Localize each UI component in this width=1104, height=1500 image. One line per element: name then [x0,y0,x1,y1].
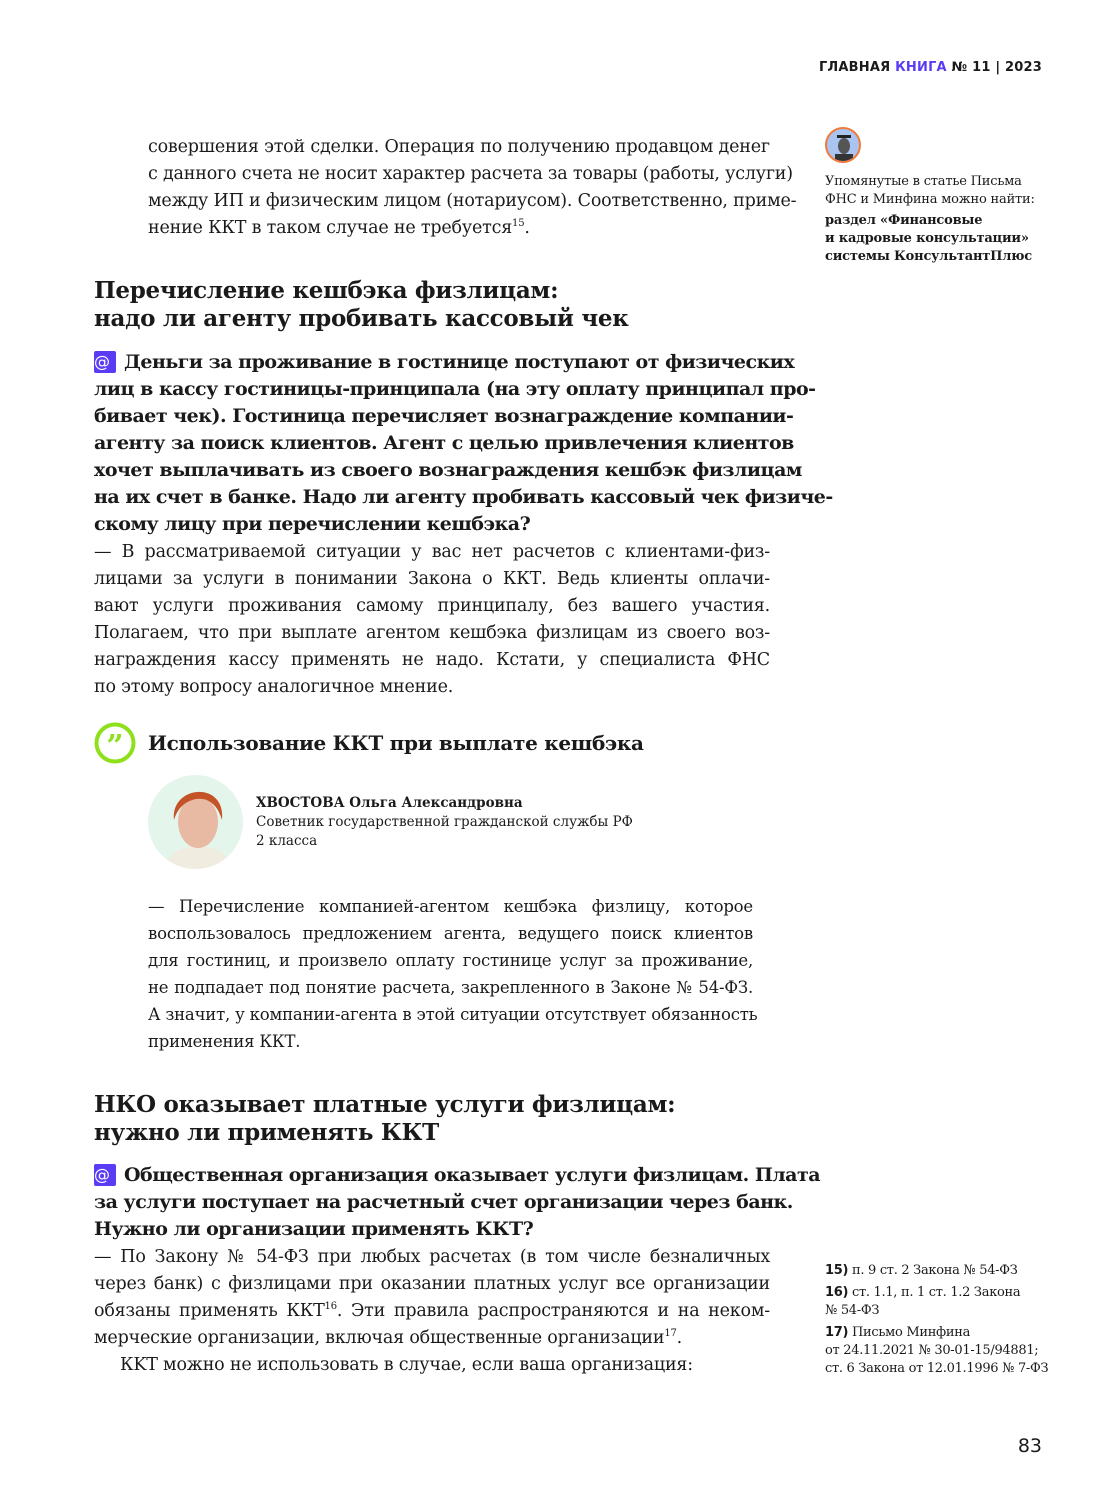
line-text: совершения этой сделки. Операция по получению продавцом денег [148,137,770,157]
text-line [94,1216,770,1243]
question-at-icon: @ [94,1164,116,1186]
quote-icon [94,722,136,764]
footnote-ref[interactable]: 17 [664,1328,677,1339]
footnotes [825,1262,1055,1382]
header-issue: № 11 | 2023 [951,60,1042,75]
header-title: ГЛАВНАЯ [818,60,891,75]
line-text: Деньги за проживание в гостинице поступают от физических [124,351,795,373]
line-text: лицами за услуги в понимании Закона о ККТ. Ведь клиенты оплачи- [94,569,770,589]
text-line [148,920,753,947]
text-line [94,1298,770,1325]
line-text: за услуги поступает на расчетный счет организации через банк. [94,1191,793,1213]
line-text: . [524,218,530,238]
footnote-text: ст. 6 Закона от 12.01.1996 № 7-ФЗ [825,1361,1049,1376]
line-text: воспользовалось предложением агента, ведущего поиск клиентов [148,924,753,943]
section1-question [94,349,833,538]
text-line [148,188,797,215]
svg-text:”: ” [106,729,124,764]
line-text: на их счет в банке. Надо ли агенту пробивать кассовый чек физиче- [94,486,833,508]
text-line [148,893,753,920]
footnote-text: № 54-ФЗ [825,1303,880,1318]
text-line [94,1119,694,1147]
footnote-line [825,1360,1055,1378]
section2-heading [94,1091,694,1147]
footnote [825,1262,1055,1280]
text-line [94,305,654,333]
line-text: с данного счета не носит характер расчета за товары (работы, услуги) [148,164,793,184]
footnote-line [825,1284,1055,1302]
section2-question [94,1162,821,1243]
expert-name: ХВОСТОВА Ольга Александровна [256,795,523,811]
text-line [148,947,753,974]
footnote-text: ст. 1.1, п. 1 ст. 1.2 Закона [851,1285,1021,1300]
line-text: лиц в кассу гостиницы-принципала (на эту оплату принципал про- [94,378,816,400]
section1-heading [94,277,654,333]
line-text: — По Закону № 54-ФЗ при любых расчетах (в том числе безналичных [94,1247,770,1267]
text-line [94,430,794,457]
text-line [148,1028,753,1055]
expert-position-class: 2 класса [256,833,318,849]
line-text: награждения кассу применять не надо. Кстати, у специалиста ФНС [94,650,770,670]
text-line [94,484,833,511]
text-line [94,539,770,566]
line-text: — Перечисление компанией-агентом кешбэка физлицу, которое [148,897,753,916]
quote-title: Использование ККТ при выплате кешбэка [148,731,644,755]
magazine-header [819,60,1042,75]
text-line [94,1162,821,1189]
text-line [94,1189,793,1216]
line-text: между ИП и физическим лицом (нотариусом). Соответственно, приме- [148,191,797,211]
line-text: — В рассматриваемой ситуации у вас нет расчетов с клиентами-физ- [94,542,770,562]
text-line [94,647,770,674]
text-line [148,974,753,1001]
text-line [94,593,770,620]
text-line [94,620,770,647]
text-line [94,376,816,403]
sidebar-note-text: Упомянутые в статье Письма [825,174,1022,189]
line-text: Перечисление кешбэка физлицам: [94,277,559,304]
line-text: для гостиниц, и произвело оплату гостинице услуг за проживание, [148,951,753,970]
line-text: надо ли агенту пробивать кассовый чек [94,305,629,332]
footnote-text: Письмо Минфина [851,1325,971,1340]
line-text: Нужно ли организации применять ККТ? [94,1218,534,1240]
footnote-line [825,1262,1055,1280]
footnote-line [825,1302,1055,1320]
question-at-icon: @ [94,351,116,373]
line-text: применения ККТ. [148,1032,301,1051]
line-text: А значит, у компании-агента в этой ситуации отсутствует обязанность [148,1005,758,1024]
sidebar-source [825,212,1055,266]
footnote-ref[interactable]: 15 [512,218,525,229]
text-line [94,277,654,305]
footnote-number: 15) [825,1263,849,1278]
sidebar-source-line: системы КонсультантПлюс [825,249,1033,264]
footnote-text: от 24.11.2021 № 30-01-15/94881; [825,1343,1039,1358]
sidebar-note-text: ФНС и Минфина можно найти: [825,192,1035,207]
page-number: 83 [1017,1435,1042,1457]
text-line [94,403,794,430]
text-line [148,161,793,188]
text-line [94,1325,770,1352]
line-text: Общественная организация оказывает услуги физлицам. Плата [124,1164,821,1186]
expert-quote-text [148,893,758,1055]
text-line [94,1271,770,1298]
line-text: не подпадает под понятие расчета, закрепленного в Законе № 54-ФЗ. [148,978,753,997]
expert-position: Советник государственной гражданской службы РФ [256,814,633,830]
intro-paragraph [148,134,797,242]
expert-info [256,794,633,851]
sidebar-note [825,173,1055,266]
line-text: Полагаем, что при выплате агентом кешбэка физлицам из своего воз- [94,623,770,643]
header-title-accent: КНИГА [895,60,947,75]
section2-answer-continuation: КKT можно не использовать в случае, если ваша организация: [120,1355,693,1375]
line-text: вают услуги проживания самому принципалу, без вашего участия. [94,596,770,616]
section1-answer [94,539,770,701]
text-line [94,511,770,538]
line-text: скому лицу при перечислении кешбэка? [94,513,531,535]
line-text: нужно ли применять ККТ [94,1119,439,1146]
text-line [148,134,770,161]
footnote-line [825,1342,1055,1360]
sidebar-source-line: и кадровые консультации» [825,231,1029,246]
line-text: мерческие организации, включая общественные организации [94,1328,665,1348]
line-text: агенту за поиск клиентов. Агент с целью привлечения клиентов [94,432,794,454]
line-text: . [676,1328,683,1348]
text-line [94,349,795,376]
line-text: через банк) с физлицами при оказании платных услуг все организации [94,1274,770,1294]
footnote [825,1324,1055,1378]
line-text: бивает чек). Гостиница перечисляет вознаграждение компании- [94,405,794,427]
footnote [825,1284,1055,1320]
line-text: по этому вопросу аналогичное мнение. [94,677,454,697]
line-text: . Эти правила распространяются и на неком- [336,1301,770,1321]
text-line [94,674,770,701]
footnote-number: 16) [825,1285,849,1300]
consultant-mascot-icon [825,127,861,163]
line-text: нение ККТ в таком случае не требуется [148,218,513,238]
footnote-text: п. 9 ст. 2 Закона № 54-ФЗ [851,1263,1018,1278]
expert-photo [148,775,243,869]
text-line [94,1244,770,1271]
text-line [94,457,802,484]
footnote-number: 17) [825,1325,849,1340]
sidebar-source-line: раздел «Финансовые [825,213,983,228]
text-line [148,1001,758,1028]
line-text: хочет выплачивать из своего вознаграждения кешбэк физлицам [94,459,802,481]
footnote-line [825,1324,1055,1342]
text-line [148,215,760,242]
text-line [94,1091,694,1119]
footnote-ref[interactable]: 16 [324,1301,337,1312]
line-text: обязаны применять ККТ [94,1301,325,1321]
text-line [94,566,770,593]
line-text: НКО оказывает платные услуги физлицам: [94,1091,676,1118]
section2-answer [94,1244,770,1352]
